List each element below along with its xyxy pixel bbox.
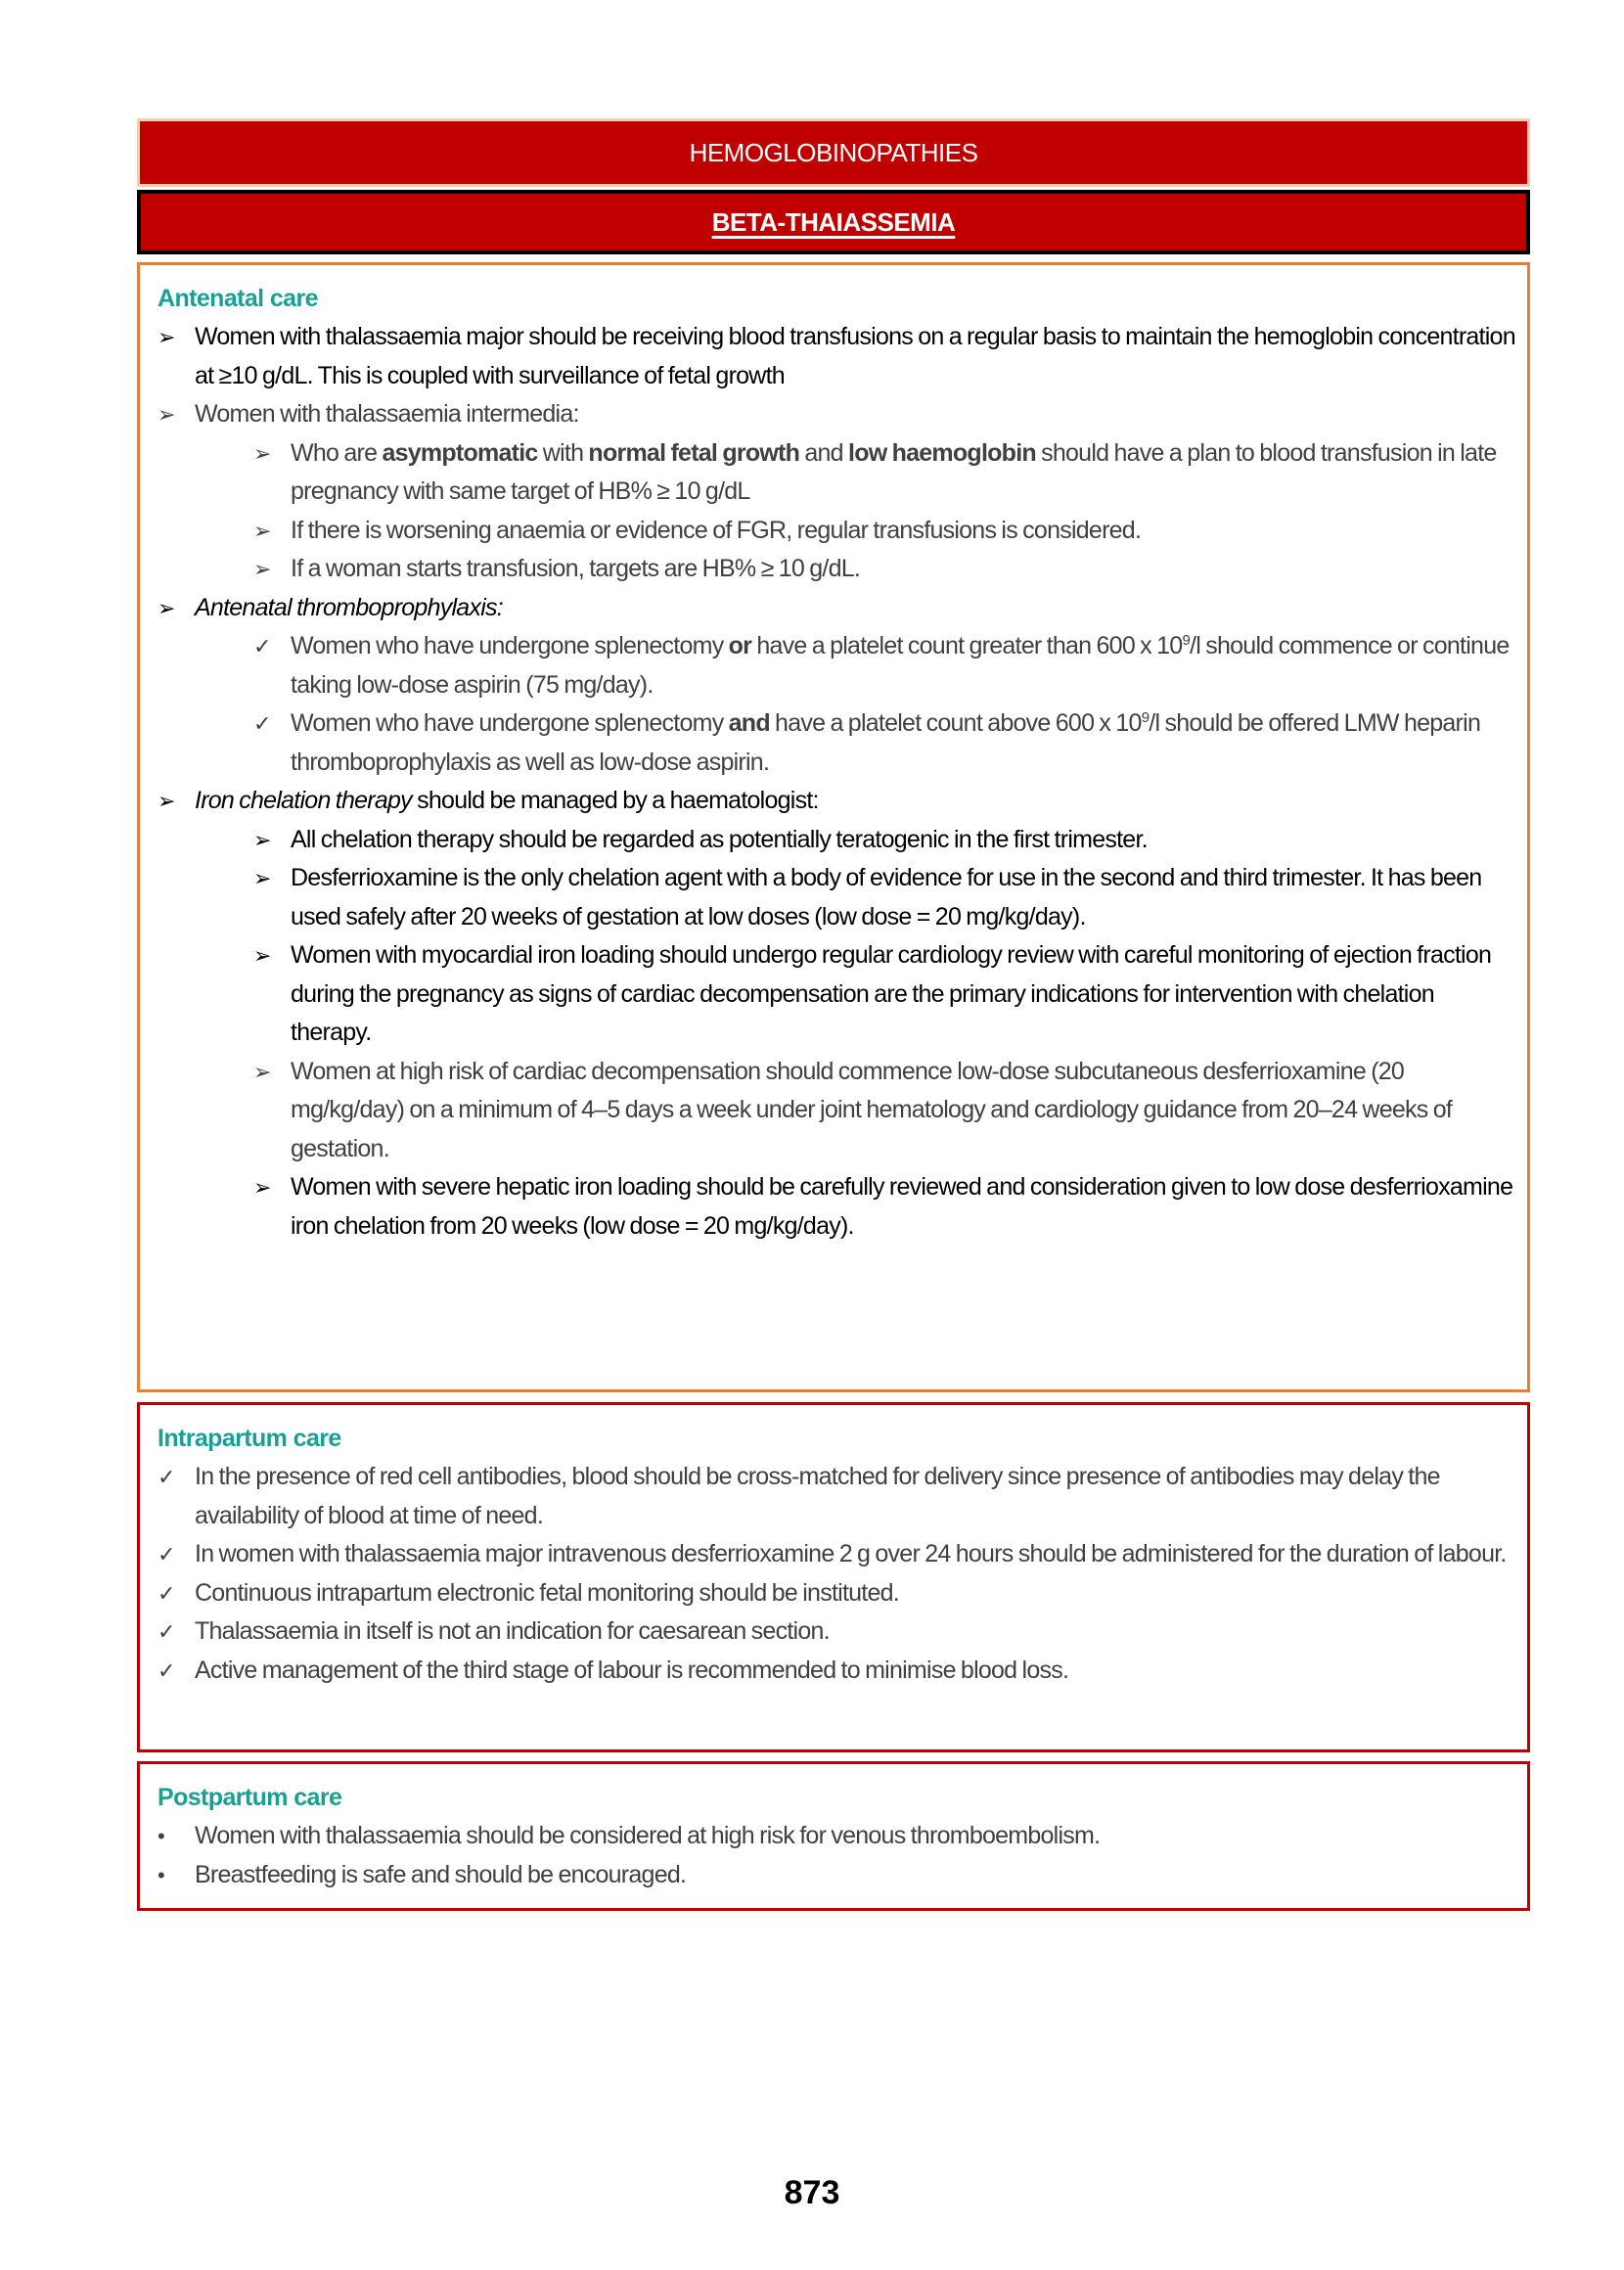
item-text: Women with thalassaemia intermedia: bbox=[195, 400, 579, 428]
arrow-bullet-icon: ➢ bbox=[253, 518, 271, 543]
text-run: have a platelet count greater than 600 x 10 bbox=[751, 632, 1183, 659]
text-run: with bbox=[537, 438, 589, 467]
text-run: and bbox=[799, 438, 848, 467]
topic-banner bbox=[137, 190, 1530, 254]
sub-list-item bbox=[158, 434, 1517, 512]
item-text: Antenatal thromboprophylaxis: bbox=[195, 593, 503, 621]
arrow-bullet-icon: ➢ bbox=[158, 402, 175, 427]
arrow-bullet-icon: ➢ bbox=[158, 789, 175, 813]
list-item bbox=[158, 395, 1517, 434]
check-bullet-icon: ✓ bbox=[158, 1619, 175, 1644]
list-item bbox=[158, 1458, 1517, 1535]
item-text: Women with myocardial iron loading should undergo regular cardiology review with careful monitoring of ejection fraction during the pregnancy as signs of cardiac decompensation are the primary indications for intervention with chelation therapy. bbox=[291, 941, 1492, 1046]
intrapartum-care-section bbox=[137, 1402, 1530, 1752]
arrow-bullet-icon: ➢ bbox=[253, 1059, 271, 1084]
sub-list-item bbox=[158, 1053, 1517, 1169]
italic-run: Iron chelation therapy bbox=[195, 787, 412, 814]
sub-list-item bbox=[158, 512, 1517, 551]
sub-list-item bbox=[158, 704, 1517, 782]
list-item bbox=[158, 1535, 1517, 1574]
list-item bbox=[158, 782, 1517, 821]
check-bullet-icon: ✓ bbox=[158, 1657, 175, 1683]
item-text: Active management of the third stage of labour is recommended to minimise blood loss. bbox=[195, 1656, 1069, 1684]
arrow-bullet-icon: ➢ bbox=[253, 557, 271, 581]
arrow-bullet-icon: ➢ bbox=[253, 1175, 271, 1200]
bold-run: low haemoglobin bbox=[848, 438, 1036, 467]
text-run: /l should be offered LMW heparin thromboprophylaxis as well as low-dose aspirin. bbox=[291, 709, 1481, 776]
item-text: Women with severe hepatic iron loading should be carefully reviewed and consideration given to low dose desferrioxamine iron chelation from 20 weeks (low dose = 20 mg/kg/day). bbox=[291, 1173, 1513, 1240]
bold-run: asymptomatic bbox=[382, 438, 538, 467]
list-item bbox=[158, 1652, 1517, 1691]
sub-list-item bbox=[158, 936, 1517, 1053]
check-bullet-icon: ✓ bbox=[158, 1465, 175, 1489]
section-heading: Postpartum care bbox=[158, 1784, 342, 1811]
sub-list-item bbox=[158, 821, 1517, 860]
text-run: Women who have undergone splenectomy bbox=[291, 632, 729, 659]
superscript: 9 bbox=[1182, 632, 1191, 649]
bold-run: or bbox=[728, 632, 752, 659]
text-run: Who are bbox=[291, 438, 383, 467]
dot-bullet-icon: • bbox=[158, 1824, 164, 1848]
topic-title: BETA-THAIASSEMIA bbox=[711, 206, 956, 237]
list-item bbox=[158, 1612, 1517, 1652]
antenatal-care-section bbox=[137, 262, 1530, 1392]
item-text: Continuous intrapartum electronic fetal monitoring should be instituted. bbox=[195, 1578, 899, 1607]
item-text: Breastfeeding is safe and should be encouraged. bbox=[195, 1860, 687, 1888]
text-run: Women who have undergone splenectomy bbox=[291, 709, 729, 737]
arrow-bullet-icon: ➢ bbox=[253, 943, 271, 968]
arrow-bullet-icon: ➢ bbox=[253, 827, 271, 852]
superscript: 9 bbox=[1141, 709, 1150, 726]
check-bullet-icon: ✓ bbox=[158, 1542, 175, 1566]
list-item bbox=[158, 589, 1517, 628]
item-text: Thalassaemia in itself is not an indication for caesarean section. bbox=[195, 1617, 830, 1645]
arrow-bullet-icon: ➢ bbox=[158, 595, 175, 620]
sub-list-item bbox=[158, 859, 1517, 936]
item-text: In the presence of red cell antibodies, blood should be cross-matched for delivery since presence of antibodies may delay the availability of blood at time of need. bbox=[195, 1463, 1440, 1529]
sub-list-item bbox=[158, 1168, 1517, 1246]
text-run: have a platelet count above 600 x 10 bbox=[769, 709, 1142, 737]
postpartum-care-section bbox=[137, 1761, 1530, 1911]
text-run: should be managed by a haematologist: bbox=[411, 787, 819, 814]
list-item bbox=[158, 1856, 1517, 1895]
arrow-bullet-icon: ➢ bbox=[158, 325, 175, 349]
item-text: In women with thalassaemia major intravenous desferrioxamine 2 g over 24 hours should be administered for the duration of labour. bbox=[195, 1540, 1507, 1567]
item-text: Women with thalassaemia should be considered at high risk for venous thromboembolism. bbox=[195, 1822, 1101, 1849]
page-number: 873 bbox=[784, 2174, 840, 2211]
arrow-bullet-icon: ➢ bbox=[253, 440, 271, 466]
item-text: All chelation therapy should be regarded as potentially teratogenic in the first trimester. bbox=[291, 825, 1148, 853]
bold-run: normal fetal growth bbox=[588, 438, 800, 467]
bold-run: and bbox=[728, 709, 770, 737]
item-text: Women at high risk of cardiac decompensation should commence low-dose subcutaneous desferrioxamine (20 mg/kg/day) on a minimum of 4–5 days a week under joint hematology and cardiology guidance from 20–24 weeks of gestation. bbox=[291, 1057, 1453, 1162]
category-title: HEMOGLOBINOPATHIES bbox=[689, 137, 978, 167]
check-bullet-icon: ✓ bbox=[253, 711, 271, 736]
sub-list-item bbox=[158, 550, 1517, 589]
item-text: If a woman starts transfusion, targets are HB% ≥ 10 g/dL. bbox=[291, 555, 861, 582]
section-heading: Antenatal care bbox=[158, 285, 318, 312]
category-banner bbox=[137, 118, 1530, 187]
check-bullet-icon: ✓ bbox=[158, 1580, 175, 1606]
sub-list-item bbox=[158, 627, 1517, 704]
text-run: should have a plan to blood transfusion in late pregnancy with same target of HB% ≥ 10 g/dL bbox=[291, 438, 1497, 505]
list-item bbox=[158, 1574, 1517, 1613]
item-text: Desferrioxamine is the only chelation agent with a body of evidence for use in the second and third trimester. It has been used safely after 20 weeks of gestation at low doses (low dose = 20 mg/kg/day). bbox=[291, 864, 1482, 931]
arrow-bullet-icon: ➢ bbox=[253, 866, 271, 890]
item-text: Women with thalassaemia major should be receiving blood transfusions on a regular basis to maintain the hemoglobin concentration at ≥10 g/dL. This is coupled with surveillance of fetal growth bbox=[195, 323, 1515, 389]
dot-bullet-icon: • bbox=[158, 1862, 164, 1887]
section-heading: Intrapartum care bbox=[158, 1425, 341, 1452]
item-text: If there is worsening anaemia or evidence of FGR, regular transfusions is considered. bbox=[291, 516, 1142, 544]
list-item bbox=[158, 318, 1517, 395]
text-run: /l should commence or continue taking low-dose aspirin (75 mg/day). bbox=[291, 632, 1510, 699]
check-bullet-icon: ✓ bbox=[253, 634, 271, 658]
list-item bbox=[158, 1817, 1517, 1856]
